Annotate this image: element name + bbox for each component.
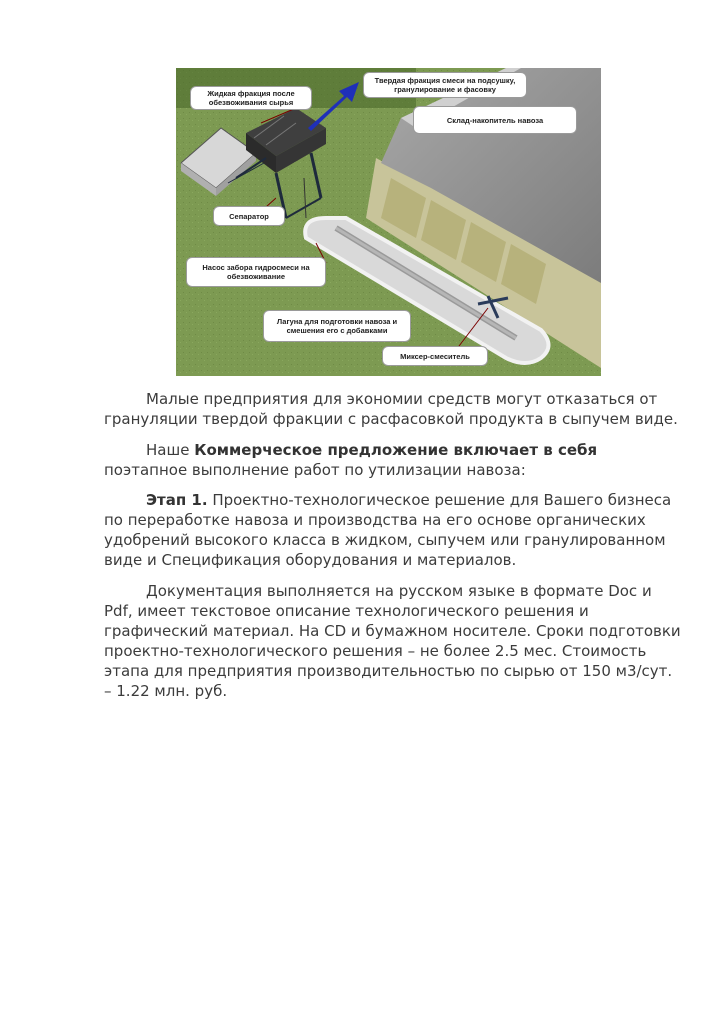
label-liquid-fraction: Жидкая фракция после обезвоживания сырья (190, 86, 312, 110)
scheme-illustration (176, 68, 601, 376)
paragraph-2-rest: поэтапное выполнение работ по утилизации навоза: (104, 461, 526, 479)
paragraph-4 (104, 581, 684, 701)
label-storage: Склад-накопитель навоза (413, 106, 577, 134)
paragraph-1-text: Малые предприятия для экономии средств могут отказаться от грануляции твердой фракции с расфасовкой продукта в сыпучем виде. (104, 390, 678, 428)
label-separator: Сепаратор (213, 206, 285, 226)
paragraph-3-rest: Проектно-технологическое решение для Вашего бизнеса по переработке навоза и производства на его основе органических удобрений высокого класса в жидком, сыпучем или гранулированном виде и Спецификация оборудования и материалов. (104, 491, 672, 569)
paragraph-2 (104, 440, 684, 480)
paragraph-1 (104, 389, 684, 429)
label-solid-fraction: Твердая фракция смеси на подсушку, гранулирование и фасовку (363, 72, 527, 98)
label-pump: Насос забора гидросмеси на обезвоживание (186, 257, 326, 287)
label-mixer: Миксер-смеситель (382, 346, 488, 366)
label-lagoon: Лагуна для подготовки навоза и смешения его с добавками (263, 310, 411, 342)
stage-1-label: Этап 1. (146, 491, 208, 509)
paragraph-4-text: Документация выполняется на русском языке в формате Doc и Pdf, имеет текстовое описание технологического решения и графический материал. На CD и бумажном носителе. Сроки подготовки проектно-технологического решения – не более 2.5 мес. Стоимость этапа для предприятия производительностью по сырью от 150 м3/сут. – 1.22 млн. руб. (104, 582, 681, 700)
paragraph-2-lead: Наше (146, 441, 195, 459)
paragraph-3 (104, 490, 684, 570)
paragraph-2-bold: Коммерческое предложение включает в себя (194, 441, 598, 459)
